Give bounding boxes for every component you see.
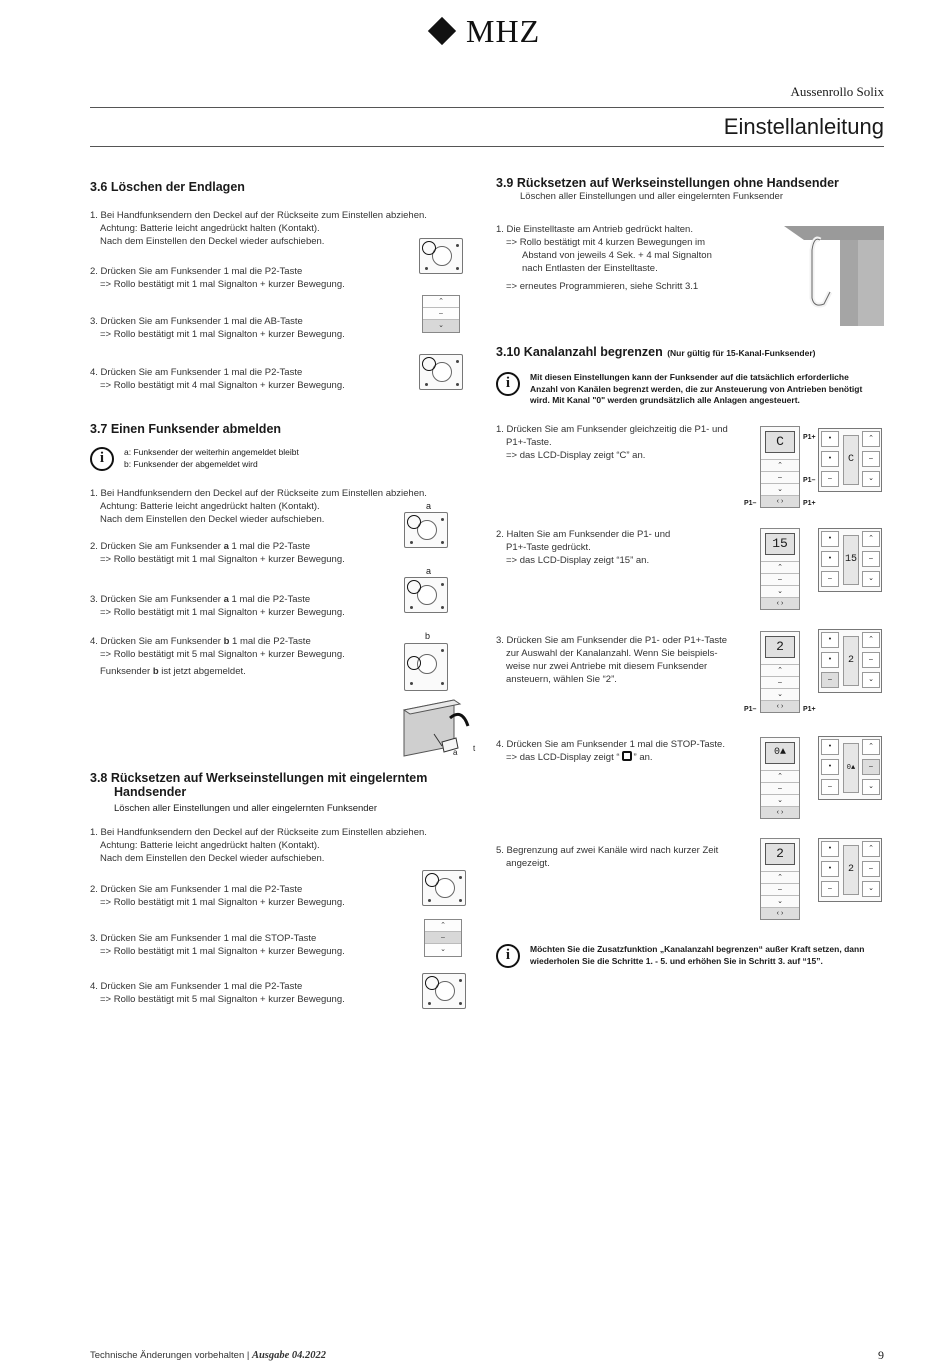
p1-plus-label: P1+ bbox=[803, 706, 816, 713]
remote-back-figure bbox=[404, 577, 448, 613]
s37-step-4: 4. Drücken Sie am Funksender b 1 mal die P2-Taste => Rollo bestätigt mit 5 mal Signalton + kurzer Bewegung. bbox=[90, 636, 345, 660]
s310-final-note: i Möchten Sie die Zusatzfunktion „Kanalanzahl begrenzen“ außer Kraft setzen, dann wiederholen Sie die Schritte 1. - 5. und erhöhen Sie in Schritt 3. auf “15”. bbox=[496, 944, 886, 968]
s37-step-3: 3. Drücken Sie am Funksender a 1 mal die P2-Taste => Rollo bestätigt mit 1 mal Signalton + kurzer Bewegung. bbox=[90, 594, 345, 618]
info-icon: i bbox=[90, 447, 114, 471]
down-icon: ⌄ bbox=[440, 946, 446, 953]
s39-step-1: 1. Die Einstelltaste am Antrieb gedrückt halten. => Rollo bestätigt mit 4 kurzen Bewegungen im Abstand von jeweils 4 Sek. + 4 mal Signalton nach Entlasten der Einstelltaste. bbox=[496, 224, 712, 274]
section-3-7-title: 3.7 Einen Funksender abmelden bbox=[90, 422, 282, 436]
s37-step-1: 1. Bei Handfunksendern den Deckel auf der Rückseite zum Einstellen abziehen. Achtung: Batterie leicht angedrückt halten (Kontakt). Nach dem Einstellen den Deckel wieder aufschieben. bbox=[90, 488, 427, 525]
label-a: a bbox=[426, 566, 432, 576]
p1-minus-label: P1– bbox=[803, 477, 816, 484]
remote-back-figure bbox=[404, 512, 448, 548]
remote-lcd-figure: 2 ⌃ – ⌄ ‹ › bbox=[760, 631, 800, 713]
brand-name: MHZ bbox=[466, 12, 541, 49]
remote-lcd-figure: C ⌃ – ⌄ ‹ › bbox=[760, 426, 800, 508]
remote-back-figure bbox=[419, 238, 463, 274]
brand-logo bbox=[428, 14, 548, 48]
section-3-10-title: 3.10 Kanalanzahl begrenzen (Nur gültig für 15-Kanal-Funksender) bbox=[496, 345, 816, 359]
stop-icon: – bbox=[423, 308, 459, 320]
lcd-display: 2 bbox=[765, 636, 795, 658]
keypad-figure bbox=[424, 919, 462, 957]
remote-back-figure bbox=[404, 643, 448, 691]
s310-step-4: 4. Drücken Sie am Funksender 1 mal die STOP-Taste. => das LCD-Display zeigt “ ” an. bbox=[496, 739, 725, 763]
wall-panel-figure: 2 • • – ⌃ – ⌄ bbox=[818, 629, 882, 693]
s310-step-1: 1. Drücken Sie am Funksender gleichzeitig die P1- und P1+-Taste. => das LCD-Display zeigt “C” an. bbox=[496, 424, 728, 461]
stop-icon: – bbox=[425, 932, 461, 944]
s37-info-note: i a: Funksender der weiterhin angemeldet bleibt b: Funksender der abgemeldet wird bbox=[90, 447, 299, 471]
info-icon: i bbox=[496, 944, 520, 968]
motor-setting-button-figure bbox=[784, 226, 884, 326]
s37-step-2: 2. Drücken Sie am Funksender a 1 mal die P2-Taste => Rollo bestätigt mit 1 mal Signalton + kurzer Bewegung. bbox=[90, 541, 345, 565]
page-title: Einstellanleitung bbox=[723, 114, 884, 139]
p1-minus-label: P1– bbox=[744, 706, 757, 713]
footer: Technische Änderungen vorbehalten | Ausgabe 04.2022 bbox=[90, 1350, 327, 1361]
lcd-display: 2 bbox=[765, 843, 795, 865]
wall-panel-figure: 2 • • – ⌃ – ⌄ bbox=[818, 838, 882, 902]
s38-step-4: 4. Drücken Sie am Funksender 1 mal die P2-Taste => Rollo bestätigt mit 5 mal Signalton + kurzer Bewegung. bbox=[90, 981, 345, 1005]
lcd-display: 0▲ bbox=[765, 742, 795, 764]
lcd-display: 15 bbox=[765, 533, 795, 555]
drive-unit-figure bbox=[402, 698, 482, 760]
label-a: a bbox=[453, 748, 458, 757]
s38-step-2: 2. Drücken Sie am Funksender 1 mal die P2-Taste => Rollo bestätigt mit 1 mal Signalton + kurzer Bewegung. bbox=[90, 884, 345, 908]
header-rule-bottom bbox=[90, 146, 884, 147]
label-t: t bbox=[473, 744, 476, 753]
s38-step-3: 3. Drücken Sie am Funksender 1 mal die STOP-Taste => Rollo bestätigt mit 1 mal Signalton + kurzer Bewegung. bbox=[90, 933, 345, 957]
s39-subtitle: Löschen aller Einstellungen und aller eingelernten Funksender bbox=[520, 191, 784, 202]
s310-step-2: 2. Halten Sie am Funksender die P1- und P1+-Taste gedrückt. => das LCD-Display zeigt “15” an. bbox=[496, 529, 671, 566]
s38-step-1: 1. Bei Handfunksendern den Deckel auf der Rückseite zum Einstellen abziehen. Achtung: Batterie leicht angedrückt halten (Kontakt). Nach dem Einstellen den Deckel wieder aufschieben. bbox=[90, 827, 427, 864]
p1-minus-label: P1– bbox=[744, 500, 757, 507]
s310-info-note: i Mit diesen Einstellungen kann der Funksender auf die tatsächlich erforderliche Anzahl von Kanälen begrenzt werden, die zur Ansteuerung von Antrieben benötigt wird. Mit Kanal "0" werden grundsätzlich alle Anlagen angesteuert. bbox=[496, 372, 876, 407]
product-name: Aussenrollo Solix bbox=[790, 84, 884, 99]
remote-back-figure bbox=[422, 973, 466, 1009]
s36-step-1: 1. Bei Handfunksendern den Deckel auf der Rückseite zum Einstellen abziehen. Achtung: Batterie leicht angedrückt halten (Kontakt). Nach dem Einstellen den Deckel wieder aufschieben. bbox=[90, 210, 427, 247]
label-b: b bbox=[425, 631, 431, 641]
s37-final: Funksender b ist jetzt abgemeldet. bbox=[100, 666, 246, 677]
lcd-display: C bbox=[765, 431, 795, 453]
s38-subtitle: Löschen aller Einstellungen und aller eingelernten Funksender bbox=[114, 803, 378, 814]
stop-square-icon bbox=[622, 751, 632, 761]
down-icon: ⌄ bbox=[423, 320, 459, 332]
section-3-9-title: 3.9 Rücksetzen auf Werkseinstellungen ohne Handsender bbox=[496, 176, 839, 190]
s36-step-2: 2. Drücken Sie am Funksender 1 mal die P2-Taste => Rollo bestätigt mit 1 mal Signalton + kurzer Bewegung. bbox=[90, 266, 345, 290]
remote-back-figure bbox=[422, 870, 466, 906]
diamond-icon bbox=[428, 17, 456, 45]
section-3-8-title: 3.8 Rücksetzen auf Werkseinstellungen mit eingelerntem Handsender bbox=[90, 771, 428, 799]
remote-lcd-figure: 0▲ ⌃ – ⌄ ‹ › bbox=[760, 737, 800, 819]
p1-plus-label: P1+ bbox=[803, 434, 816, 441]
wall-panel-figure: C • • – ⌃ – ⌄ bbox=[818, 428, 882, 492]
wall-panel-figure: 15 • • – ⌃ – ⌄ bbox=[818, 528, 882, 592]
p1-plus-label: P1+ bbox=[803, 500, 816, 507]
remote-lcd-figure: 2 ⌃ – ⌄ ‹ › bbox=[760, 838, 800, 920]
s310-step-5: 5. Begrenzung auf zwei Kanäle wird nach kurzer Zeit angezeigt. bbox=[496, 845, 719, 869]
s36-step-3: 3. Drücken Sie am Funksender 1 mal die AB-Taste => Rollo bestätigt mit 1 mal Signalton + kurzer Bewegung. bbox=[90, 316, 345, 340]
wall-panel-figure: 0▲ • • – ⌃ – ⌄ bbox=[818, 736, 882, 800]
page-number: 9 bbox=[878, 1348, 884, 1362]
remote-back-figure bbox=[419, 354, 463, 390]
remote-lcd-figure: 15 ⌃ – ⌄ ‹ › bbox=[760, 528, 800, 610]
up-icon: ⌃ bbox=[425, 920, 461, 932]
s310-step-3: 3. Drücken Sie am Funksender die P1- oder P1+-Taste zur Auswahl der Kanalanzahl. Wenn Sie beispiels- weise nur zwei Antriebe mit diesem Funksender ansteuern, wählen Sie “2”. bbox=[496, 635, 728, 685]
label-a: a bbox=[426, 501, 432, 511]
section-3-6-title: 3.6 Löschen der Endlagen bbox=[90, 180, 245, 194]
up-icon: ⌃ bbox=[423, 296, 459, 308]
header-rule-top bbox=[90, 107, 884, 108]
info-icon: i bbox=[496, 372, 520, 396]
keypad-figure bbox=[422, 295, 460, 333]
s39-step-2: => erneutes Programmieren, siehe Schritt 3.1 bbox=[506, 281, 699, 292]
s36-step-4: 4. Drücken Sie am Funksender 1 mal die P2-Taste => Rollo bestätigt mit 4 mal Signalton + kurzer Bewegung. bbox=[90, 367, 345, 391]
